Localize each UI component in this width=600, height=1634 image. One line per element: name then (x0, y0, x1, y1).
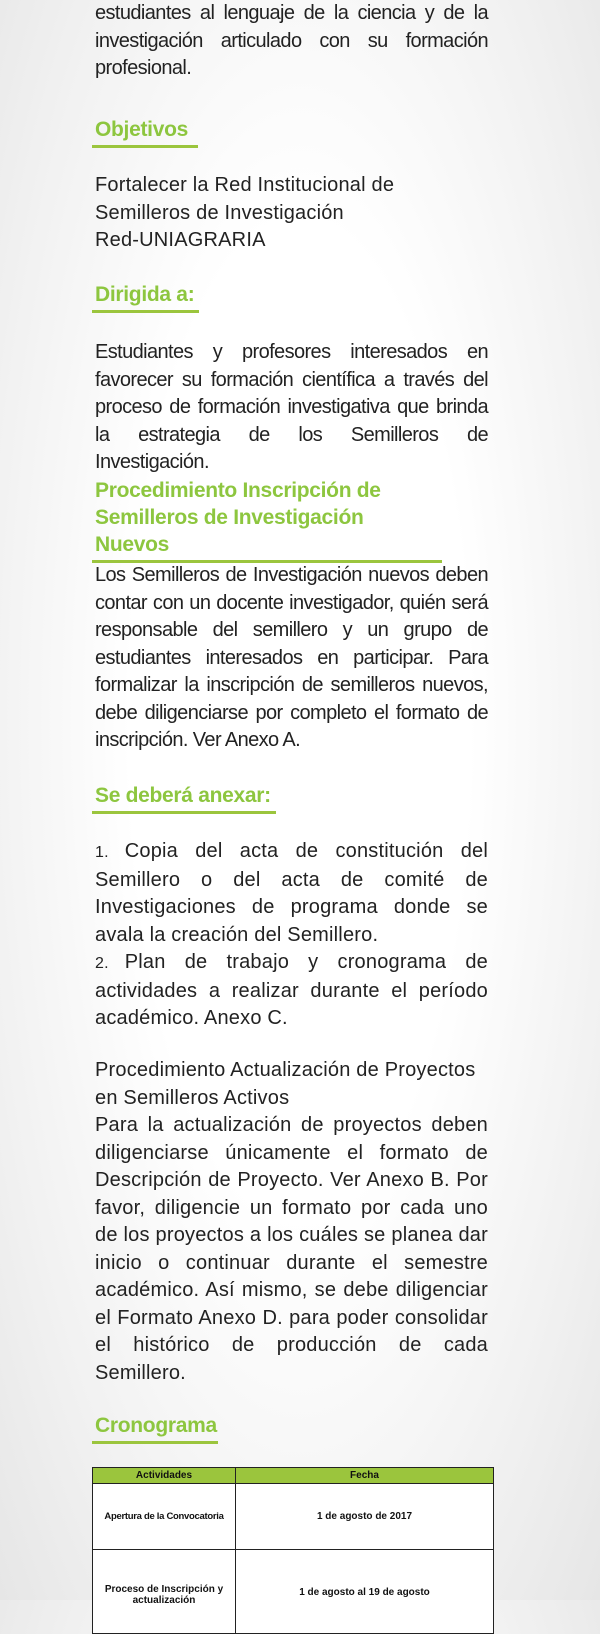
dirigida-heading-wrap (95, 281, 199, 313)
actualizacion-title: Procedimiento Actualización de Proyectos en Semilleros Activos (95, 1059, 476, 1109)
procedimiento-nuevos-heading (92, 477, 442, 563)
list-item: 1. Copia del acta de constitución del Semillero o del acta de comité de Investigaciones de programa donde se avala la creación del Semillero. (95, 840, 488, 946)
objetivos-heading-wrap (95, 116, 198, 148)
actualizacion-section (95, 1057, 488, 1387)
dirigida-heading: Dirigida a: (92, 281, 199, 313)
table-header-actividades: Actividades (93, 1468, 236, 1484)
procedimiento-heading-line-1: Procedimiento Inscripción de (95, 479, 381, 502)
objetivos-heading: Objetivos (92, 116, 198, 148)
table-cell-actividad: Proceso de Inscripción y actualización (93, 1550, 236, 1634)
table-cell-actividad: Apertura de la Convocatoria (93, 1484, 236, 1550)
dirigida-body: Estudiantes y profesores interesados en favorecer su formación científica a través del proceso de formación investigativa que brinda la estrategia de los Semilleros de Investigación. (95, 341, 488, 473)
cronograma-table (92, 1467, 494, 1634)
list-item: 2. Plan de trabajo y cronograma de actividades a realizar durante el período académico. Anexo C. (95, 951, 488, 1029)
table-cell-fecha: 1 de agosto al 19 de agosto (236, 1550, 494, 1634)
table-header-fecha: Fecha (236, 1468, 494, 1484)
table-header-row (93, 1468, 494, 1484)
table-cell-fecha: 1 de agosto de 2017 (236, 1484, 494, 1550)
actualizacion-body: Para la actualización de proyectos deben diligenciarse únicamente el formato de Descripción de Proyecto. Ver Anexo B. Por favor, diligencie un formato por cada uno de los proyectos a los cuáles se planea dar inicio o continuar durante el semestre académico. Así mismo, se debe diligenciar el Formato Anexo D. para poder consolidar el histórico de producción de cada Semillero. (95, 1114, 488, 1384)
intro-paragraph-tail: estudiantes al lenguaje de la ciencia y de la investigación articulado con su formación profesional. (95, 2, 488, 79)
objetivos-body (95, 172, 488, 255)
procedimiento-nuevos-body: Los Semilleros de Investigación nuevos deben contar con un docente investigador, quién será responsable del semillero y un grupo de estudiantes interesados en participar. Para formalizar la inscripción de semilleros nuevos, debe diligenciarse por completo el formato de inscripción. Ver Anexo A. (95, 564, 488, 751)
objetivos-line-2: Semilleros de Investigación (95, 201, 344, 224)
procedimiento-nuevos-heading-wrap (95, 477, 442, 563)
objetivos-line-3: Red-UNIAGRARIA (95, 229, 266, 251)
table-row (93, 1484, 494, 1550)
objetivos-line-1: Fortalecer la Red Institucional de (95, 174, 395, 196)
anexar-list (95, 838, 488, 1033)
anexar-heading-wrap (95, 782, 276, 814)
procedimiento-heading-line-2: Semilleros de Investigación Nuevos (95, 506, 364, 556)
table-row (93, 1550, 494, 1634)
cronograma-heading: Cronograma (92, 1412, 218, 1444)
cronograma-heading-wrap (95, 1412, 218, 1444)
anexar-heading: Se deberá anexar: (92, 782, 276, 814)
